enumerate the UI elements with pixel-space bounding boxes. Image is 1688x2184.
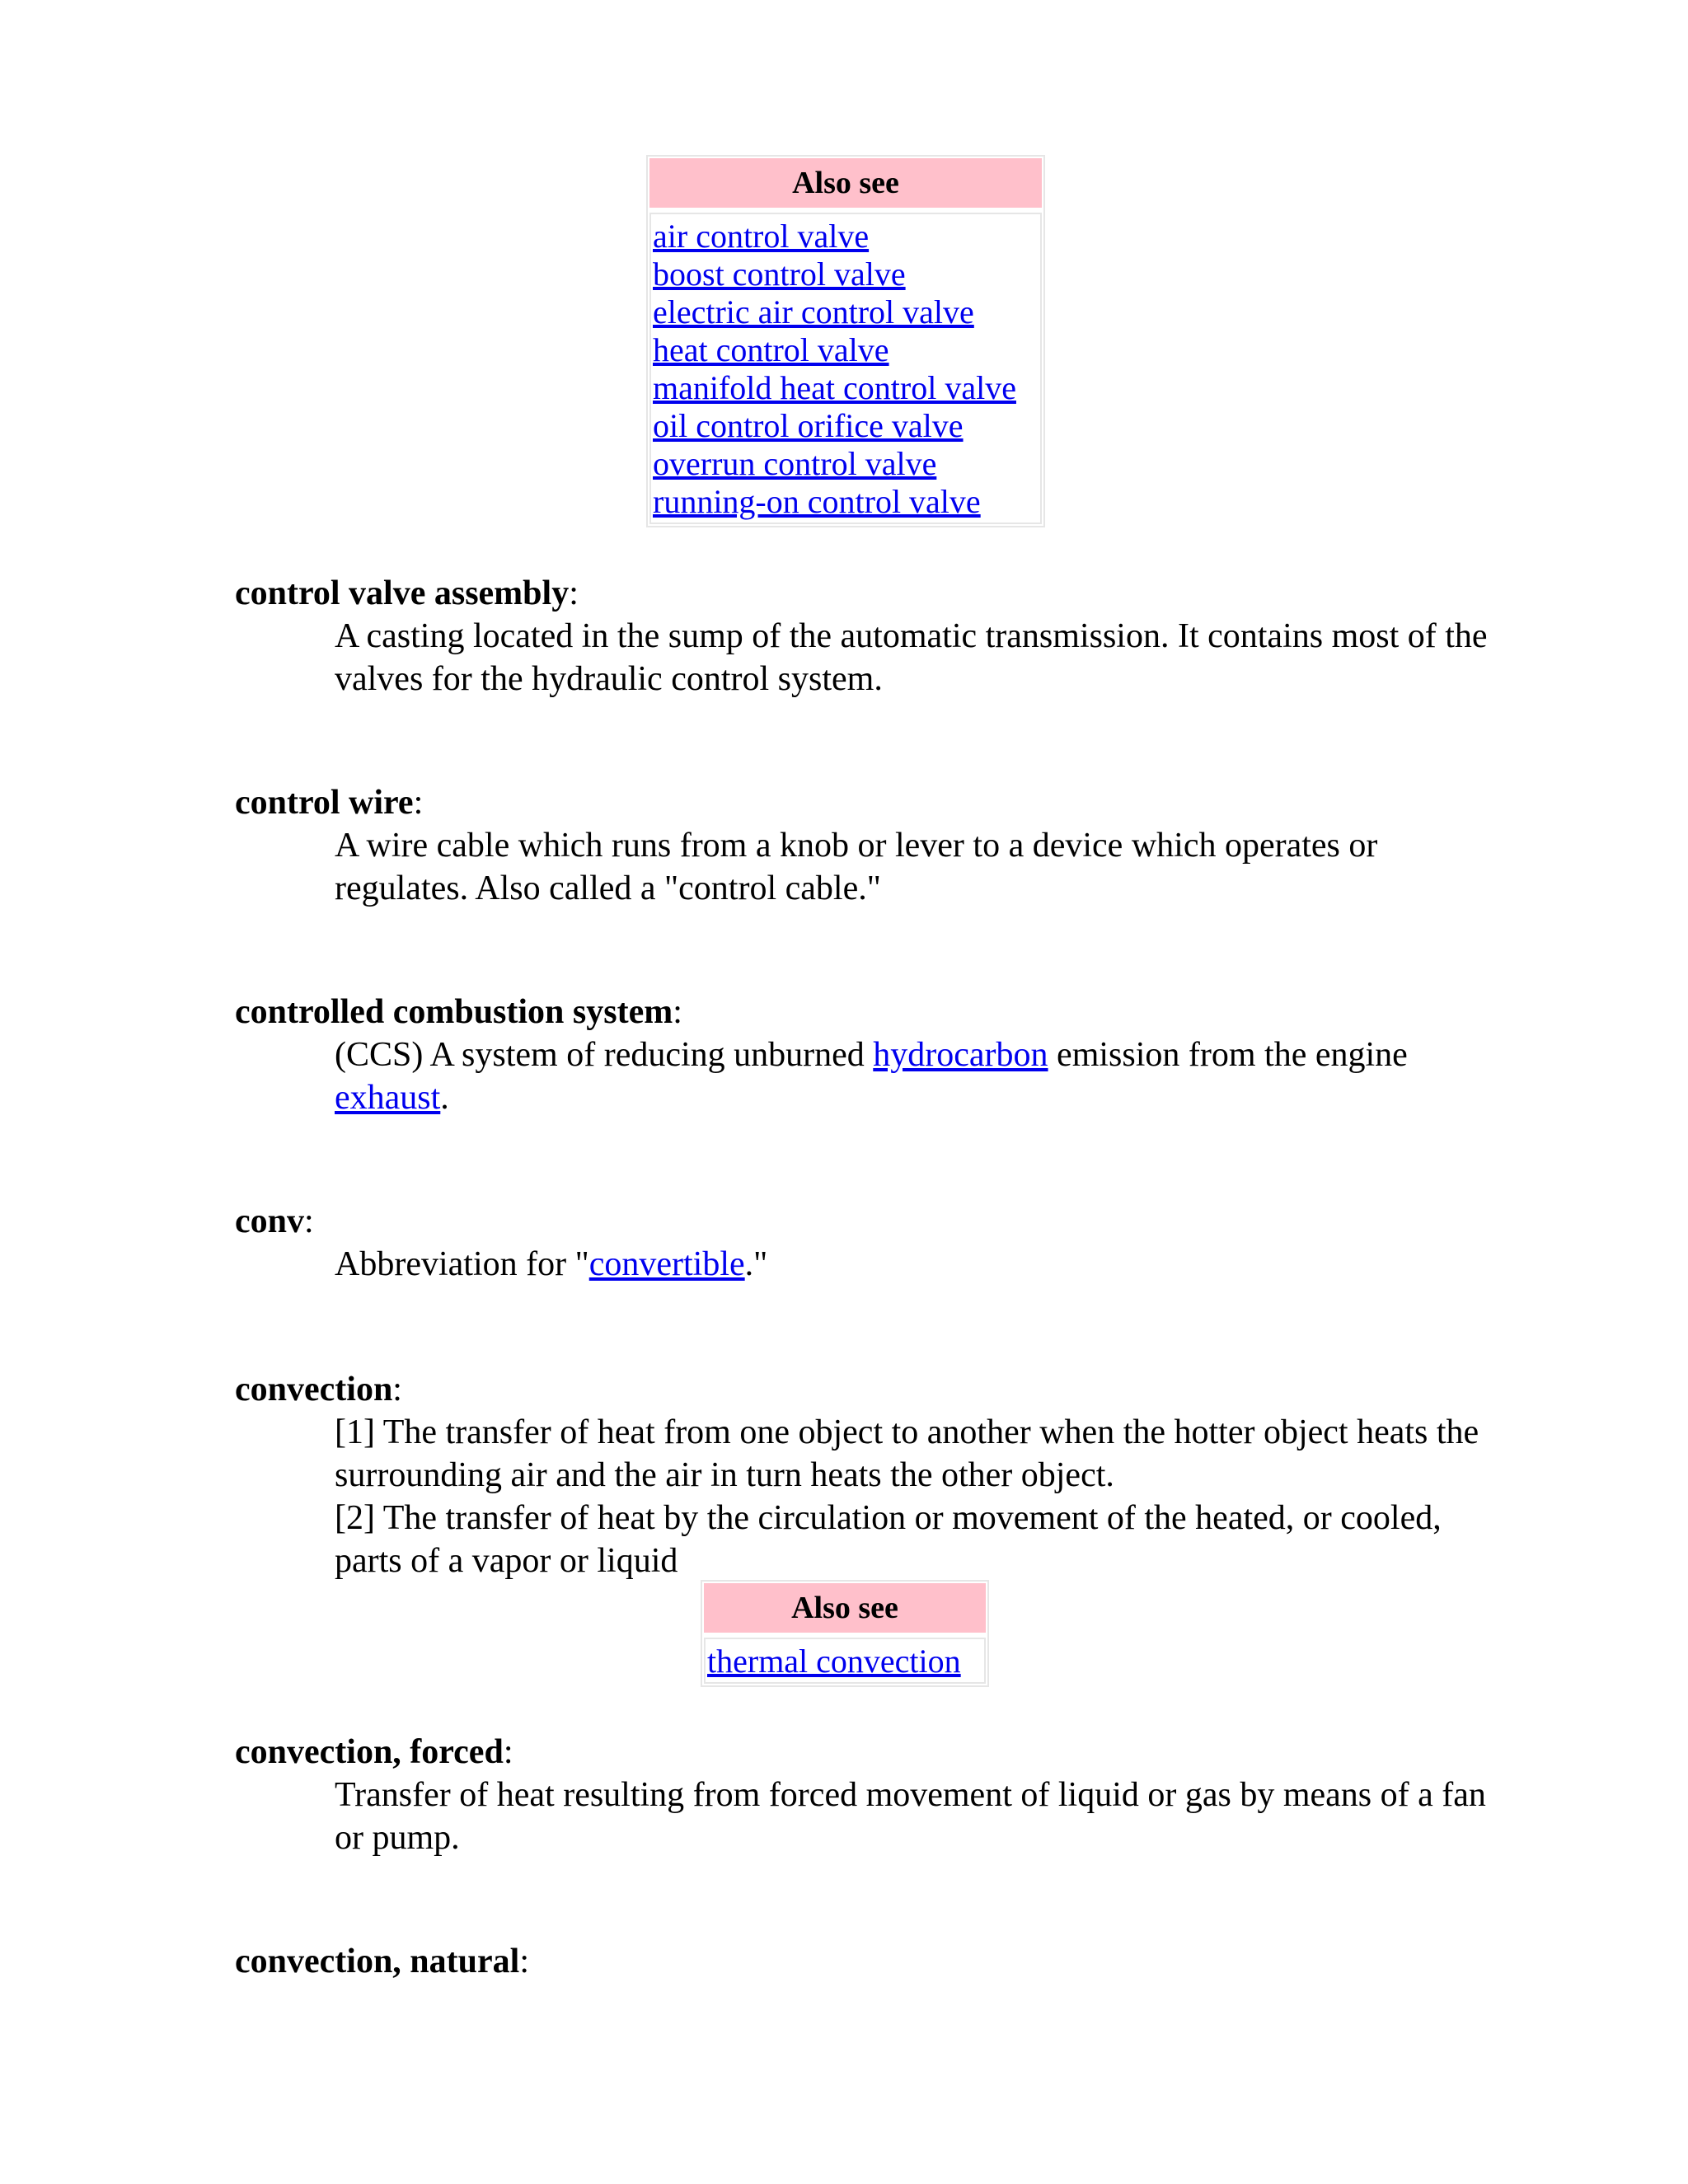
see-also-box-valves: [646, 155, 1045, 527]
link-convertible[interactable]: convertible: [588, 1245, 745, 1283]
entry-term: [235, 1940, 1488, 1983]
entry-definition: [335, 1243, 1489, 1286]
entry-term: [235, 991, 1488, 1033]
link-exhaust[interactable]: exhaust: [335, 1079, 441, 1117]
entry-term: [235, 1731, 1488, 1774]
term-colon: :: [519, 1943, 529, 1980]
definition-text: .": [744, 1245, 768, 1283]
term-colon: :: [569, 574, 579, 612]
link-electric-air-control-valve[interactable]: electric air control valve: [653, 293, 974, 330]
entry-controlled-combustion-system: [235, 991, 1488, 1119]
term-text: control valve assembly: [235, 574, 570, 612]
term-text: convection, forced: [235, 1733, 504, 1771]
term-text: conv: [235, 1202, 304, 1240]
link-boost-control-valve[interactable]: boost control valve: [653, 255, 906, 293]
definition-text: .: [440, 1079, 449, 1117]
definition-sense-2: [2] The transfer of heat by the circulation or movement of the heated, or cooled, parts of a vapor or liquid: [335, 1499, 1442, 1580]
term-colon: :: [304, 1202, 314, 1240]
term-colon: :: [503, 1733, 513, 1771]
link-manifold-heat-control-valve[interactable]: manifold heat control valve: [653, 369, 1016, 406]
term-text: controlled combustion system: [235, 993, 673, 1031]
entry-term: [235, 781, 1488, 824]
definition-text: emission from the engine: [1048, 1036, 1408, 1074]
entry-conv: [235, 1200, 1488, 1286]
see-also-heading: Also see: [649, 158, 1042, 208]
term-text: convection: [235, 1371, 393, 1408]
see-also-link-list: [704, 1638, 986, 1684]
term-colon: :: [673, 993, 682, 1031]
definition-sense-1: [1] The transfer of heat from one object to another when the hotter object heats the surrounding air and the air in turn heats the other object.: [335, 1413, 1479, 1494]
link-heat-control-valve[interactable]: heat control valve: [653, 331, 889, 368]
entry-convection-natural: [235, 1940, 1488, 1983]
see-also-box-convection: [701, 1580, 989, 1687]
link-thermal-convection[interactable]: thermal convection: [707, 1643, 961, 1680]
entry-convection: [235, 1368, 1488, 1582]
entry-definition: Transfer of heat resulting from forced movement of liquid or gas by means of a fan or pump.: [335, 1776, 1486, 1857]
entry-control-wire: [235, 781, 1488, 910]
entry-term: [235, 1368, 1488, 1411]
entry-definition: A casting located in the sump of the automatic transmission. It contains most of the valves for the hydraulic control system.: [335, 617, 1488, 698]
entry-definition: [335, 1411, 1489, 1582]
term-text: convection, natural: [235, 1943, 520, 1980]
entry-term: [235, 572, 1488, 615]
link-air-control-valve[interactable]: air control valve: [653, 218, 870, 255]
entry-convection-forced: [235, 1731, 1488, 1859]
link-hydrocarbon[interactable]: hydrocarbon: [873, 1036, 1048, 1074]
entry-definition: A wire cable which runs from a knob or lever to a device which operates or regulates. Also called a "control cable.": [335, 827, 1378, 907]
definition-text: Abbreviation for ": [335, 1245, 589, 1283]
term-text: control wire: [235, 784, 414, 822]
term-colon: :: [392, 1371, 402, 1408]
entry-term: [235, 1200, 1488, 1243]
definition-text: (CCS) A system of reducing unburned: [335, 1036, 874, 1074]
see-also-link-list: [649, 213, 1042, 524]
see-also-heading: Also see: [704, 1583, 986, 1633]
term-colon: :: [413, 784, 424, 822]
entry-control-valve-assembly: [235, 572, 1488, 701]
link-overrun-control-valve[interactable]: overrun control valve: [653, 445, 937, 482]
entry-definition: [335, 1033, 1489, 1119]
link-oil-control-orifice-valve[interactable]: oil control orifice valve: [653, 407, 964, 444]
link-running-on-control-valve[interactable]: running-on control valve: [653, 483, 981, 520]
